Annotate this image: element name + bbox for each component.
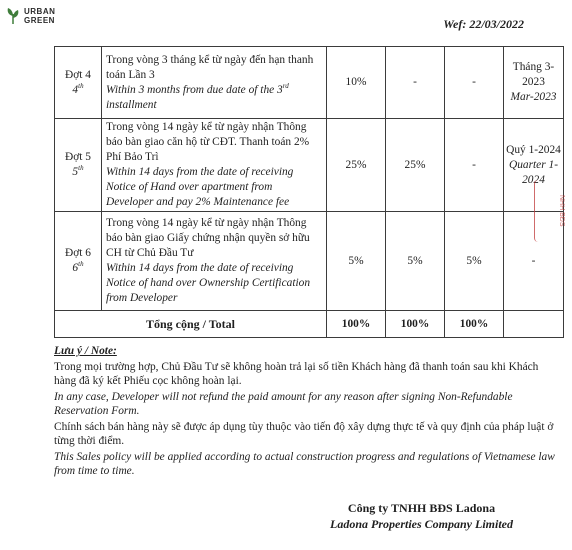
description-cell xyxy=(102,212,327,311)
signature-block xyxy=(330,500,513,532)
percent-cell-1: 25% xyxy=(327,119,386,212)
description-cell xyxy=(102,47,327,119)
note-refund-vi: Trong mọi trường hợp, Chủ Đầu Tư sẽ không hoàn trả lại số tiền Khách hàng đã thanh toán sau khi Khách hàng đã ký kết Phiếu cọc không hoàn lại. xyxy=(54,360,539,387)
stage-vi: Đợt 5 xyxy=(65,151,91,163)
stamp-text: NHH BĐS xyxy=(558,195,565,227)
percent-cell-3: - xyxy=(445,47,504,119)
stage-en: 5th xyxy=(72,164,84,178)
note-policy-vi: Chính sách bán hàng này sẽ được áp dụng tùy thuộc vào tiến độ xây dựng thực tế và quy định của pháp luật ở từng thời điểm. xyxy=(54,420,554,447)
leaf-logo-icon xyxy=(6,7,20,25)
description-en: Within 14 days from the date of receiving Notice of Hand over apartment from Developer and pay 2% Maintenance fee xyxy=(106,166,294,208)
note-policy-en: This Sales policy will be applied according to actual construction progress and regulations of Vietnamese law from time to time. xyxy=(54,450,555,477)
payment-schedule-table xyxy=(54,46,564,338)
stage-cell xyxy=(55,212,102,311)
logo-line2: GREEN xyxy=(24,16,55,25)
table-row xyxy=(55,119,564,212)
percent-cell-1: 5% xyxy=(327,212,386,311)
total-label: Tổng cộng / Total xyxy=(55,311,327,338)
due-date-en: Mar-2023 xyxy=(510,91,557,103)
stage-cell xyxy=(55,47,102,119)
urban-green-logo xyxy=(6,7,55,25)
stage-en: 6th xyxy=(72,260,84,274)
stage-vi: Đợt 4 xyxy=(65,68,91,81)
effective-date: Wef: 22/03/2022 xyxy=(443,17,524,31)
total-percent-1: 100% xyxy=(327,311,386,338)
percent-cell-3: 5% xyxy=(445,212,504,311)
description-en: Within 14 days from the date of receiving Notice of hand over Ownership Certification from Developer xyxy=(106,262,311,304)
percent-cell-2: 5% xyxy=(386,212,445,311)
note-refund-en: In any case, Developer will not refund the paid amount for any reason after signing Non-Refundable Reservation Form. xyxy=(54,390,513,417)
total-percent-3: 100% xyxy=(445,311,504,338)
percent-cell-2: 25% xyxy=(386,119,445,212)
logo-line1: URBAN xyxy=(24,7,56,16)
due-date-en-year: 2024 xyxy=(522,173,545,186)
company-name-vi: Công ty TNHH BĐS Ladona xyxy=(347,501,496,515)
notes-section xyxy=(54,344,559,480)
description-vi: Trong vòng 14 ngày kể từ ngày nhận Thông báo bàn giao căn hộ từ CĐT. Thanh toán 2% Phí Bảo Trì xyxy=(106,121,310,163)
stage-vi: Đợt 6 xyxy=(65,247,91,259)
total-percent-2: 100% xyxy=(386,311,445,338)
due-date-vi: - xyxy=(531,254,536,267)
table-row xyxy=(55,47,564,119)
due-date-en: Quarter 1- xyxy=(508,158,559,171)
description-vi: Trong vòng 14 ngày kể từ ngày nhận Thông báo bàn giao Giấy chứng nhận quyền sở hữu CH từ Chủ Đầu Tư xyxy=(106,217,310,259)
description-vi: Trong vòng 3 tháng kể từ ngày đến hạn thanh toán Lần 3 xyxy=(106,53,314,81)
total-row xyxy=(55,311,564,338)
due-date-vi: Tháng 3-2023 xyxy=(512,61,555,88)
percent-cell-3: - xyxy=(445,119,504,212)
due-date-cell xyxy=(504,47,564,119)
company-name-en: Ladona Properties Company Limited xyxy=(330,517,513,531)
total-empty-cell xyxy=(504,311,564,338)
stage-en: 4th xyxy=(72,81,84,96)
table-row xyxy=(55,212,564,311)
description-cell xyxy=(102,119,327,212)
description-en: Within 3 months from due date of the 3rd installment xyxy=(106,81,289,111)
note-title: Lưu ý / Note: xyxy=(54,345,117,357)
due-date-vi: Quý 1-2024 xyxy=(506,143,561,156)
stage-cell xyxy=(55,119,102,212)
percent-cell-2: - xyxy=(386,47,445,119)
percent-cell-1: 10% xyxy=(327,47,386,119)
logo-wordmark xyxy=(24,7,55,25)
company-stamp xyxy=(534,180,565,242)
